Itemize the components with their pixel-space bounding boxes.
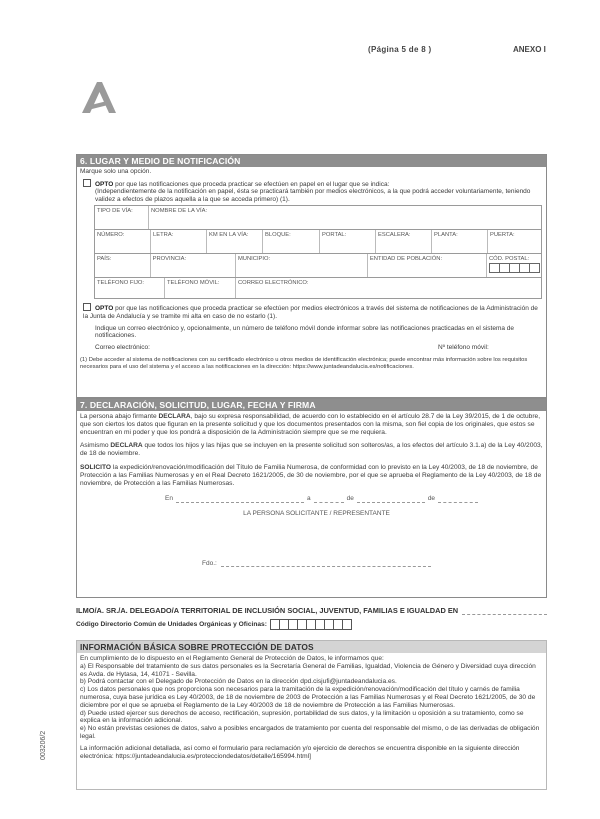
field-mobile[interactable]: TELÉFONO MÓVIL:: [165, 278, 236, 298]
mobile-label[interactable]: Nº teléfono móvil:: [438, 343, 489, 351]
field-street-type[interactable]: TIPO DE VÍA:: [95, 206, 149, 229]
field-staircase[interactable]: ESCALERA:: [376, 230, 432, 253]
place-input[interactable]: [176, 496, 304, 503]
place-label: En: [165, 495, 173, 503]
year-label: de: [427, 495, 436, 503]
address-row-3: [95, 254, 541, 278]
unit-code-row: [76, 619, 351, 630]
field-door[interactable]: PUERTA:: [490, 232, 515, 239]
unit-code-label: Código Directorio Común de Unidades Orgánicas y Oficinas:: [76, 621, 267, 628]
option-paper-note: (Independientemente de la notificación en papel, ésta se practicará también por medios electrónicos, a la que podrá acceder voluntariamente, teniendo validez a efectos de plazos aquella a la que se acceda primero) (1).: [95, 188, 531, 203]
address-row-1: [95, 206, 541, 230]
signer-label: LA PERSONA SOLICITANTE / REPRESENTANTE: [243, 509, 390, 517]
section-6-title: 6. LUGAR Y MEDIO DE NOTIFICACIÓN: [77, 155, 546, 167]
option-electronic: OPTO por que las notificaciones que proceda practicar se efectúen por medios electrónicos a través del sistema de notificaciones de la Administración de la Junta de Andalucía y se tramite mi alta en caso de no estarlo (1).: [83, 305, 538, 320]
field-postal-code[interactable]: [487, 254, 541, 277]
day-input[interactable]: [314, 496, 344, 503]
addressee-line: [76, 606, 547, 615]
annex-label: ANEXO I: [513, 45, 546, 54]
declaration-paragraph: La persona abajo firmante DECLARA, bajo su expresa responsabilidad, de acuerdo con lo establecido en el artículo 28.7 de la Ley 39/2015, de 1 de octubre, que son ciertos los datos que figuran en la presente solicitud y que los documentos presentados con la misma, son fiel copia de los originales, que estos se encuentran en mi poder y que los pondrá a disposición de la Administración siempre que se me requiera.: [80, 413, 541, 436]
field-landline[interactable]: TELÉFONO FIJO:: [95, 278, 165, 298]
option-paper-checkbox[interactable]: [83, 179, 91, 187]
field-municipality[interactable]: MUNICIPIO:: [236, 254, 368, 277]
field-block[interactable]: BLOQUE:: [263, 230, 320, 253]
email-label[interactable]: Correo electrónico:: [95, 343, 150, 351]
field-locality[interactable]: ENTIDAD DE POBLACIÓN:: [368, 254, 487, 277]
signature-line: [77, 518, 546, 568]
field-country[interactable]: PAÍS:: [95, 254, 151, 277]
electronic-contact-row: [77, 340, 546, 352]
section-6-subtitle: Marque solo una opción.: [80, 168, 152, 175]
place-date-line: [77, 487, 546, 503]
section-7-title: 7. DECLARACIÓN, SOLICITUD, LUGAR, FECHA Y FIRMA: [77, 399, 546, 411]
field-number[interactable]: NÚMERO:: [95, 230, 151, 253]
signature-label: Fdo.:: [202, 559, 217, 567]
day-label: a: [306, 495, 311, 503]
month-label: de: [346, 495, 354, 503]
postal-code-boxes: [489, 263, 539, 273]
year-input[interactable]: [438, 496, 478, 503]
address-grid: [94, 205, 542, 299]
junta-logo: [78, 80, 118, 114]
field-letter[interactable]: LETRA:: [151, 230, 207, 253]
section-7-declaration: [76, 398, 547, 598]
privacy-item-e: e) No están previstas cesiones de datos, salvo a posibles encargados de tratamiento por cuenta del responsable del mismo, o de las derivadas de obligación legal.: [80, 725, 540, 740]
form-code: 003206/2: [40, 730, 47, 760]
privacy-item-d: d) Puede usted ejercer sus derechos de acceso, rectificación, supresión, portabilidad de sus datos, y la limitación u oposición a su tratamiento, como se explica en la información adicional.: [80, 709, 524, 725]
field-km[interactable]: KM EN LA VÍA:: [207, 230, 263, 253]
privacy-title: INFORMACIÓN BÁSICA SOBRE PROTECCIÓN DE DATOS: [77, 641, 546, 653]
page-indicator: (Página 5 de 8 ): [368, 45, 432, 54]
option-paper: OPTO por que las notificaciones que proceda practicar se efectúen en papel en el lugar que se indica:: [77, 177, 546, 189]
field-postal-code-label: CÓD. POSTAL:: [489, 256, 530, 263]
field-floor[interactable]: PLANTA:: [432, 230, 488, 253]
month-input[interactable]: [357, 496, 425, 503]
field-province[interactable]: PROVINCIA:: [151, 254, 236, 277]
section-6-notification: [76, 154, 547, 398]
privacy-section: [76, 640, 547, 790]
privacy-outro: La información adicional detallada, así como el formulario para reclamación y/o ejercicio de derechos se encuentra disponible en la siguiente dirección electrónica: https://juntadeandalucia.es/protecciondedatos/detalle/165994.html]: [80, 744, 520, 760]
unit-code-boxes[interactable]: [270, 619, 351, 630]
field-street-name[interactable]: NOMBRE DE LA VÍA:: [151, 208, 208, 215]
request-paragraph: SOLICITO la expedición/renovación/modificación del Título de Familia Numerosa, de conformidad con lo previsto en la Ley 40/2003, de 18 de noviembre, de Protección a las Familias Numerosas y en el Real Decreto 1621/2005, de 30 de noviembre, por el que se aprueba el Reglamento de la Ley 40/2003, de 18 de noviembre, de Protección a las Familias Numerosas.: [80, 463, 542, 487]
addressee-province-input[interactable]: [462, 608, 547, 615]
option-electronic-checkbox[interactable]: [83, 303, 91, 311]
privacy-item-c: c) Los datos personales que nos proporciona son necesarios para la tramitación de la expedición/renovación/modificación del título y carnés de familia numerosa, cuya base jurídica es Ley 40/2003, de 18 de noviembre de 2003 de Protección a las Familias Numerosas y el Real Decreto 1621/2005, de 30 de diciembre por el que se aprueba el Reglamento de la Ley 40/2003 de 18 de noviembre de Protección a las Familias Numerosas.: [80, 686, 536, 709]
signature-input[interactable]: [221, 560, 431, 567]
option-electronic-note: Indique un correo electrónico y, opcionalmente, un número de teléfono móvil donde informar sobre las notificaciones practicadas en el sistema de notificaciones.: [95, 324, 515, 340]
privacy-item-b: b) Podrá contactar con el Delegado de Protección de Datos en la dirección dpd.cisjufi@juntadeandalucia.es.: [80, 678, 397, 686]
privacy-intro: En cumplimiento de lo dispuesto en el Reglamento General de Protección de Datos, le informamos que:: [80, 655, 384, 662]
field-portal[interactable]: PORTAL:: [320, 230, 376, 253]
field-email[interactable]: CORREO ELECTRÓNICO:: [238, 280, 309, 287]
section-6-footnote: (1) Debe acceder al sistema de notificaciones con su certificado electrónico u otros medios de identificación electrónica; puede encontrar más información sobre los requisitos necesarios para el uso del sistema y el acceso a las notificaciones en la dirección: https://www.juntadeandalucia.es/notificaciones.: [80, 357, 528, 371]
addressee-title: ILMO/A. SR./A. DELEGADO/A TERRITORIAL DE INCLUSIÓN SOCIAL, JUVENTUD, FAMILIAS E IGUALDAD EN: [76, 606, 459, 615]
address-row-4: [95, 278, 541, 298]
privacy-item-a: a) El Responsable del tratamiento de sus datos personales es la Secretaría General de Familias, Igualdad, Violencia de Género y Diversidad cuya dirección es Avda. de Hytasa, 14, 41071 - Sevilla.: [80, 662, 536, 678]
address-row-2: [95, 230, 541, 254]
children-declaration: Asimismo DECLARA que todos los hijos y las hijas que se incluyen en la presente solicitud son solteros/as, a los efectos del artículo 3.1.a) de la Ley 40/2003, de 18 de noviembre.: [80, 442, 543, 458]
